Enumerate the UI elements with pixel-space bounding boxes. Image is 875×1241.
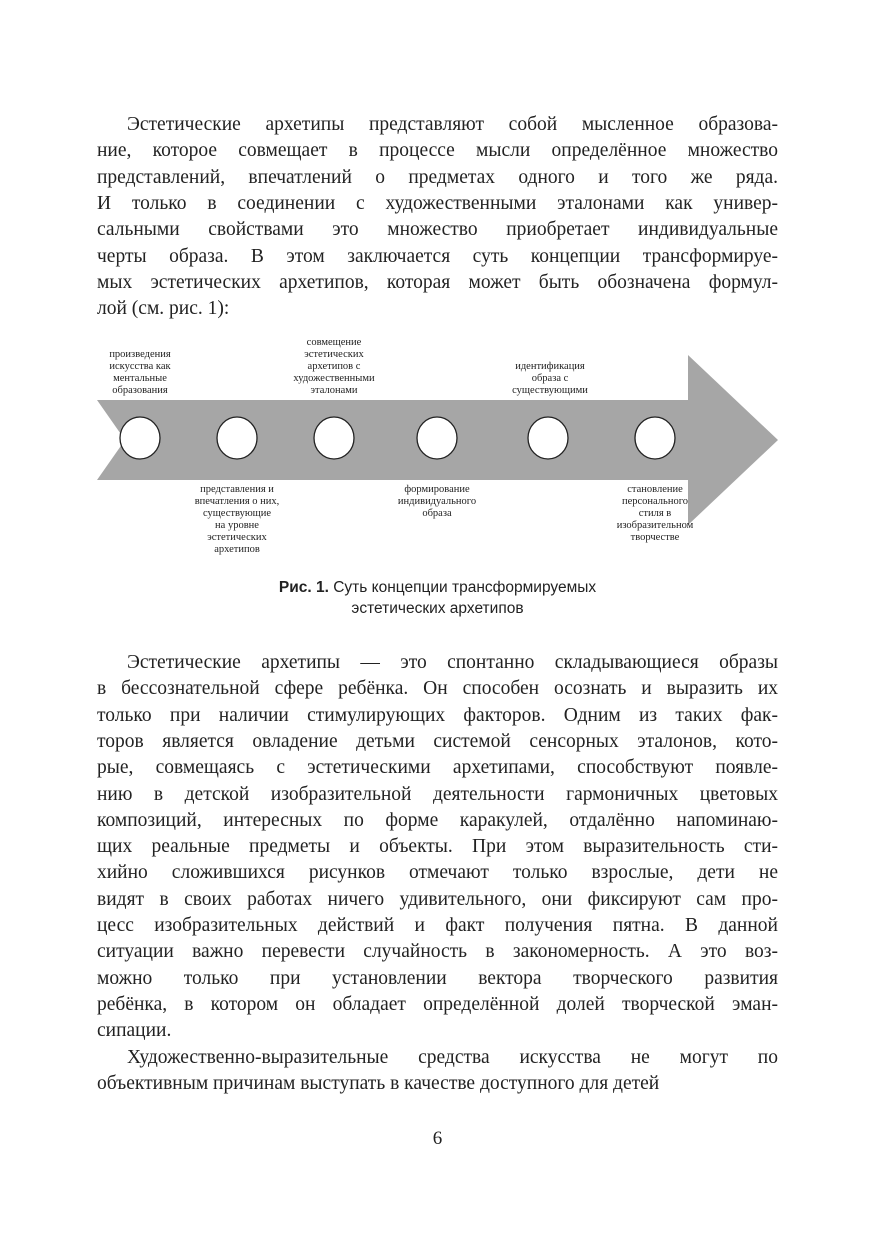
label-line: представления и	[200, 484, 274, 495]
label-line: совмещение	[306, 337, 362, 348]
text-line: сальными свойствами это множество приобретает индивидуальные	[97, 219, 778, 241]
text-line: щих реальные предметы и объекты. При этом выразительность сти-	[97, 836, 778, 858]
stage-circle	[635, 417, 675, 459]
stage-circle	[528, 417, 568, 459]
label-line: искусства как	[109, 361, 171, 372]
caption-prefix: Рис. 1.	[278, 579, 329, 596]
text-line: в бессознательной сфере ребёнка. Он способен осознать и выразить их	[97, 678, 778, 700]
label-line: творчестве	[630, 532, 680, 543]
label-line: образа	[422, 508, 452, 519]
figure-caption-line-2: эстетических архетипов	[351, 600, 524, 617]
text-line: ребёнка, в котором он обладает определённой долей творческой эман-	[97, 993, 778, 1015]
label-line: произведения	[109, 349, 171, 360]
stage-circle	[417, 417, 457, 459]
text-line: черты образа. В этом заключается суть концепции трансформируе-	[97, 245, 778, 267]
stage-label-bottom	[377, 484, 497, 520]
label-line: индивидуального	[397, 496, 477, 507]
text-line: только при наличии стимулирующих факторов. Одним из таких фак-	[97, 704, 778, 726]
label-line: эстетических	[304, 349, 364, 360]
label-line: архетипов с	[307, 361, 361, 372]
stage-circle	[120, 417, 160, 459]
text-line: Эстетические архетипы — это спонтанно складывающиеся образы	[127, 652, 778, 673]
text-line: объективным причинам выступать в качестве доступного для детей	[97, 1073, 660, 1095]
stage-circle	[314, 417, 354, 459]
text-line: мых эстетических архетипов, которая может быть обозначена формул-	[97, 271, 778, 293]
label-line: художественными	[293, 373, 375, 384]
figure-caption	[0, 577, 875, 598]
label-line: существующими	[512, 385, 588, 396]
label-line: идентификация	[515, 361, 585, 372]
label-line: формирование	[404, 484, 470, 495]
label-line: эталонами	[310, 385, 358, 396]
stage-label-bottom	[177, 484, 297, 556]
text-line: видят в своих работах ничего удивительного, они фиксируют сам про-	[97, 888, 778, 910]
caption-line-1: Суть концепции трансформируемых	[333, 579, 597, 596]
text-line: И только в соединении с художественными эталонами как универ-	[97, 192, 778, 214]
stage-label-top	[80, 349, 200, 397]
label-line: архетипов	[214, 544, 260, 555]
label-line: образования	[112, 385, 168, 396]
text-line: лой (см. рис. 1):	[97, 298, 230, 320]
label-line: ментальные	[113, 373, 167, 384]
text-line: цесс изобразительных действий и факт получения пятна. В данной	[97, 915, 778, 936]
stage-label-top	[490, 361, 610, 397]
label-line: стиля в	[638, 508, 672, 519]
label-line: изобразительном	[616, 520, 694, 531]
text-line: представлений, впечатлений о предметах одного и того же ряда.	[97, 166, 778, 188]
text-line: композиций, интересных по форме каракулей, отдалённо напоминаю-	[97, 809, 778, 831]
stage-label-bottom	[595, 484, 715, 544]
text-line: торов является овладение детьми системой сенсорных эталонов, кото-	[97, 730, 778, 752]
text-line: ние, которое совмещает в процессе мысли определённое множество	[97, 140, 778, 162]
label-line: образа с	[531, 373, 569, 384]
text-line: Эстетические архетипы представляют собой мысленное образова-	[127, 114, 778, 135]
text-line: нию в детской изобразительной деятельности гармоничных цветовых	[97, 783, 778, 805]
label-line: персонального	[621, 496, 688, 507]
stage-label-top	[274, 337, 394, 397]
label-line: впечатления о них,	[194, 496, 280, 507]
stage-circle	[217, 417, 257, 459]
page-number: 6	[432, 1128, 443, 1149]
text-line: ситуации важно перевести случайность в закономерность. А это воз-	[97, 941, 778, 963]
label-line: эстетических	[207, 532, 267, 543]
text-line: Художественно-выразительные средства искусства не могут по	[127, 1047, 778, 1068]
label-line: на уровне	[215, 520, 259, 531]
text-line: можно только при установлении вектора творческого развития	[97, 967, 778, 989]
text-line: хийно сложившихся рисунков отмечают только взрослые, дети не	[97, 862, 778, 884]
text-line: рые, совмещаясь с эстетическими архетипами, способствуют появле-	[97, 757, 778, 779]
label-line: существующие	[202, 508, 272, 519]
text-line: сипации.	[97, 1020, 172, 1042]
label-line: становление	[627, 484, 683, 495]
